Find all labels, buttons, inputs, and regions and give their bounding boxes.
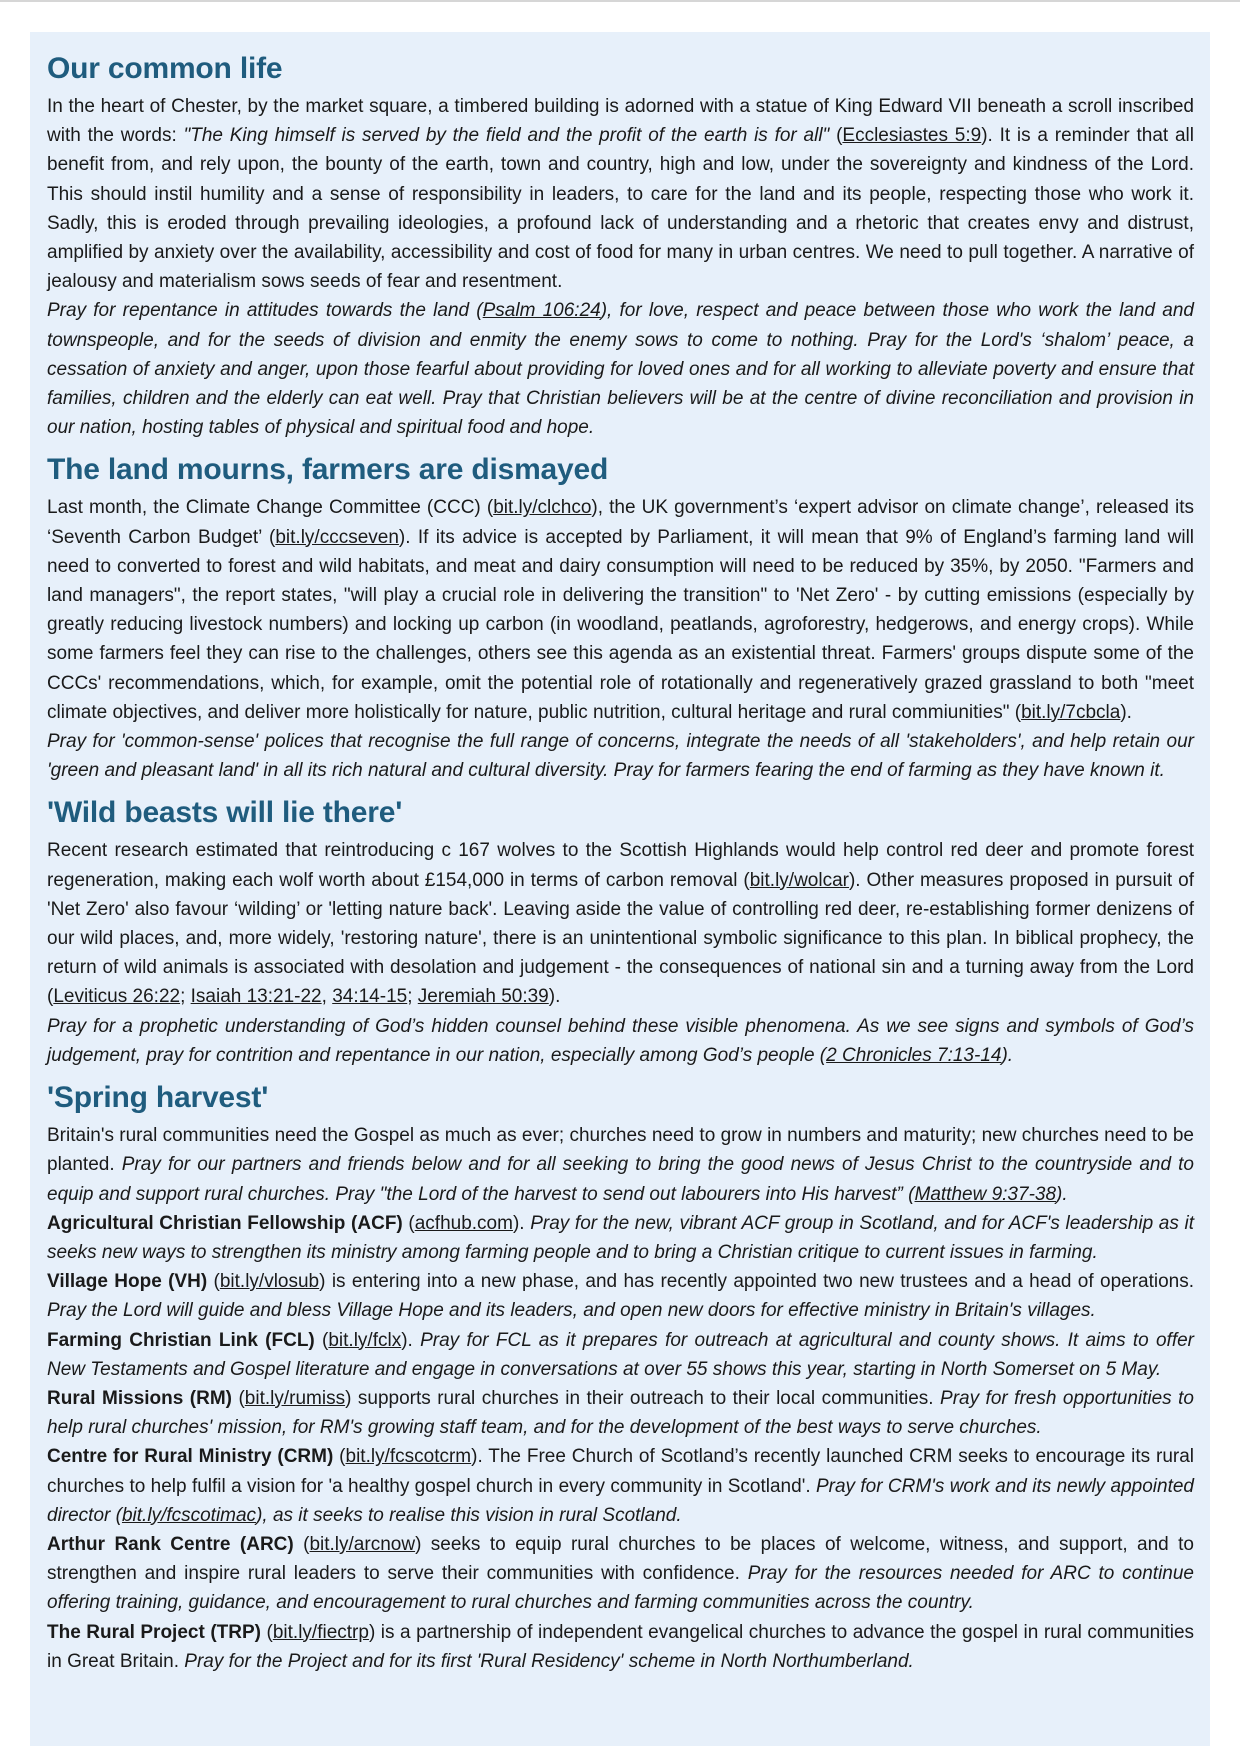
text-run: , [321, 986, 333, 1008]
body-paragraph [47, 1209, 1194, 1267]
reference-link[interactable]: Isaiah 13:21-22 [190, 986, 322, 1008]
text-run: ). Other measures proposed in pursuit of 'Net Zero' also favour ‘wilding’ or 'letting nature back'. Leaving aside the value of controlling red deer, re-establishing former denizens of our wild places, and, more widely, 'restoring nature', there is an unintentional symbolic significance to this plan. In biblical prophecy, the return of wild animals is associated with desolation and judgement - the consequences of national sin and a turning away from the Lord ( [47, 869, 1194, 1008]
text-run: ), the UK government’s ‘expert advisor on climate change’, released its ‘Seventh Carbon Budget’ ( [47, 497, 1194, 548]
reference-link[interactable]: 2 Chronicles 7:13-14 [826, 1044, 1002, 1066]
section-heading: The land mourns, farmers are dismayed [47, 453, 609, 487]
body-paragraph [47, 1618, 1194, 1676]
text-run: ), for love, respect and peace between those who work the land and townspeople, and for the seeds of division and enmity the enemy sows to come to nothing. Pray for the Lord's ‘shalom’ peace, a cessation of anxiety and anger, upon those fearful about providing for loved ones and for all working to alleviate poverty and ensure that families, children and the elderly can eat well. Pray that Christian believers will be at the centre of divine reconciliation and provision in our nation, hosting tables of physical and spiritual food and hope. [47, 300, 1194, 439]
body-paragraph [47, 1384, 1194, 1442]
body-paragraph [47, 1121, 1194, 1209]
reference-link[interactable]: Psalm 106:24 [482, 300, 601, 322]
text-run: ( [232, 1387, 245, 1409]
text-run: ) is a partnership of independent evangelical churches to advance the gospel in rural communities in Great Britain. [47, 1621, 1195, 1672]
body-paragraph [47, 836, 1194, 1011]
text-run: Pray for the Project and for its first 'Rural Residency' scheme in North Northumberland. [184, 1650, 914, 1672]
text-run: "The King himself is served by the field and the profit of the earth is for all" [183, 125, 830, 147]
text-run: Britain's rural communities need the Gospel as much as ever; churches need to grow in numbers and maturity; new churches need to be planted. [47, 1125, 1194, 1176]
text-run: ( [333, 1446, 346, 1468]
organisation-name: Village Hope (VH) [47, 1271, 208, 1293]
reference-link[interactable]: Jeremiah 50:39 [417, 986, 549, 1008]
organisation-name: Agricultural Christian Fellowship (ACF) [47, 1212, 403, 1234]
text-run: ( [402, 1212, 415, 1234]
text-run: ). [548, 986, 561, 1008]
section [47, 794, 1194, 1070]
text-run: Pray the Lord will guide and bless Village Hope and its leaders, and open new doors for effective ministry in Britain's villages. [47, 1300, 1096, 1322]
text-run: ) supports rural churches in their outreach to their local communities. [345, 1387, 941, 1409]
body-paragraph [47, 1326, 1194, 1384]
text-run: Last month, the Climate Change Committee (CCC) ( [47, 497, 494, 519]
text-run: ). [1056, 1183, 1068, 1205]
text-run: Pray for the resources needed for ARC to continue offering training, guidance, and encouragement to rural churches and farming communities across the country. [47, 1563, 1194, 1614]
body-paragraph [47, 493, 1194, 727]
reference-link[interactable]: bit.ly/rumiss [244, 1387, 346, 1409]
text-run: ( [293, 1533, 310, 1555]
text-run: Pray for the new, vibrant ACF group in Scotland, and for ACF's leadership as it seeks new ways to strengthen its ministry among farming people and to bring a Christian critique to current issues in farming. [47, 1212, 1194, 1263]
reference-link[interactable]: bit.ly/vlosub [219, 1271, 320, 1293]
reference-link[interactable]: 34:14-15 [332, 986, 408, 1008]
organisation-name: Rural Missions (RM) [47, 1387, 232, 1409]
text-run: Pray for FCL as it prepares for outreach at agricultural and county shows. It aims to offer New Testaments and Gospel literature and engage in conversations at over 55 shows this year, starting in North Somerset on 5 May. [47, 1329, 1195, 1380]
text-run: ( [207, 1271, 220, 1293]
text-run: In the heart of Chester, by the market square, a timbered building is adorned with a statue of King Edward VII beneath a scroll inscribed with the words: [47, 96, 1194, 147]
reference-link[interactable]: bit.ly/fcscotcrm [345, 1446, 472, 1468]
reference-link[interactable]: Ecclesiastes 5:9 [842, 125, 982, 147]
reference-link[interactable]: bit.ly/fcscotimac [121, 1504, 257, 1526]
reference-link[interactable]: acfhub.com [414, 1212, 513, 1234]
text-run: ). [512, 1212, 531, 1234]
text-run: ). [1120, 701, 1132, 723]
body-paragraph [47, 1530, 1194, 1618]
text-run: Pray for CRM's work and its newly appointed director ( [47, 1475, 1194, 1526]
reference-link[interactable]: bit.ly/wolcar [749, 869, 849, 891]
prayer-paragraph [47, 1012, 1194, 1070]
text-run: ). The Free Church of Scotland’s recently launched CRM seeks to encourage its rural churches to help fulfil a vision for 'a healthy gospel church in every community in Scotland'. [47, 1446, 1195, 1497]
text-run: Recent research estimated that reintroducing c 167 wolves to the Scottish Highlands would help control red deer and promote forest regeneration, making each wolf worth about £154,000 in terms of carbon removal ( [47, 840, 1194, 891]
reference-link[interactable]: bit.ly/cccseven [275, 526, 399, 548]
section-heading: Our common life [47, 52, 283, 85]
reference-link[interactable]: bit.ly/arcnow [309, 1533, 416, 1555]
reference-link[interactable]: Leviticus 26:22 [53, 986, 181, 1008]
body-paragraph [47, 1442, 1194, 1530]
text-run: Pray for a prophetic understanding of God’s hidden counsel behind these visible phenomena. As we see signs and symbols of God’s judgement, pray for contrition and repentance in our nation, especially among God’s people ( [47, 1015, 1194, 1066]
body-paragraph [47, 92, 1194, 296]
text-run: ( [314, 1329, 329, 1351]
text-run: ). [1001, 1044, 1014, 1066]
text-run: Pray for our partners and friends below and for all seeking to bring the good news of Jesus Christ to the countryside and to equip and support rural churches. Pray "the Lord of the harvest to send out labourers into His harvest” ( [47, 1154, 1194, 1205]
text-run: ) is entering into a new phase, and has recently appointed two new trustees and a head of operations. [319, 1271, 1195, 1293]
section [47, 50, 1194, 442]
text-run: ) seeks to equip rural churches to be places of welcome, witness, and support, and to strengthen and inspire rural leaders to serve their communities with confidence. [47, 1533, 1194, 1585]
organisation-name: Farming Christian Link (FCL) [47, 1329, 315, 1351]
text-run: ; [180, 986, 191, 1008]
text-run: ; [407, 986, 418, 1008]
reference-link[interactable]: bit.ly/fiectrp [272, 1621, 369, 1643]
section [47, 451, 1194, 785]
text-run: Pray for fresh opportunities to help rural churches' mission, for RM's growing staff team, and for the development of the best ways to serve churches. [47, 1387, 1194, 1439]
reference-link[interactable]: bit.ly/fclx [328, 1329, 402, 1351]
text-run: ( [260, 1621, 273, 1643]
organisation-name: Centre for Rural Ministry (CRM) [47, 1446, 334, 1468]
text-run: Pray for 'common-sense' polices that recognise the full range of concerns, integrate the needs of all 'stakeholders', and help retain our 'green and pleasant land' in all its rich natural and cultural diversity. Pray for farmers fearing the end of farming as they have known it. [47, 731, 1194, 782]
text-run: ). [401, 1329, 421, 1351]
text-run: Pray for repentance in attitudes towards the land ( [47, 300, 483, 322]
section [47, 1079, 1194, 1676]
prayer-bulletin-panel [30, 32, 1210, 1746]
section-heading: 'Spring harvest' [47, 1081, 269, 1115]
body-paragraph [47, 1267, 1194, 1325]
text-run: ). If its advice is accepted by Parliament, it will mean that 9% of England’s farming land will need to converted to forest and wild habitats, and meat and dairy consumption will need to be reduced by 35%, by 2050. "Farmers and land managers", the report states, "will play a crucial role in delivering the transition" to 'Net Zero' - by cutting emissions (especially by greatly reducing livestock numbers) and locking up carbon (in woodland, peatlands, agroforestry, hedgerows, and energy crops). While some farmers feel they can rise to the challenges, others see this agenda as an existential threat. Farmers' groups dispute some of the CCCs' recommendations, which, for example, omit the potential role of rotationally and regeneratively grazed grassland to both "meet climate objectives, and deliver more holistically for nature, public nutrition, cultural heritage and rural commiunities" ( [47, 526, 1195, 723]
reference-link[interactable]: bit.ly/clchco [493, 497, 592, 519]
organisation-name: Arthur Rank Centre (ARC) [47, 1533, 294, 1555]
reference-link[interactable]: Matthew 9:37-38 [914, 1183, 1057, 1205]
page-top-rule [0, 0, 1240, 2]
organisation-name: The Rural Project (TRP) [47, 1621, 261, 1643]
text-run: ). It is a reminder that all benefit from, and rely upon, the bounty of the earth, town and country, high and low, under the sovereignty and kindness of the Lord. This should instil humility and a sense of responsibility in leaders, to care for the land and its people, respecting those who work it. Sadly, this is eroded through prevailing ideologies, a profound lack of understanding and a rhetoric that creates envy and distrust, amplified by anxiety over the availability, accessibility and cost of food for many in urban centres. We need to pull together. A narrative of jealousy and materialism sows seeds of fear and resentment. [47, 125, 1194, 293]
text-run: ( [829, 125, 843, 147]
text-run: ), as it seeks to realise this vision in rural Scotland. [256, 1504, 682, 1526]
section-heading: 'Wild beasts will lie there' [47, 796, 403, 830]
reference-link[interactable]: bit.ly/7cbcla [1021, 701, 1121, 723]
prayer-paragraph [47, 296, 1194, 442]
prayer-paragraph [47, 727, 1194, 785]
